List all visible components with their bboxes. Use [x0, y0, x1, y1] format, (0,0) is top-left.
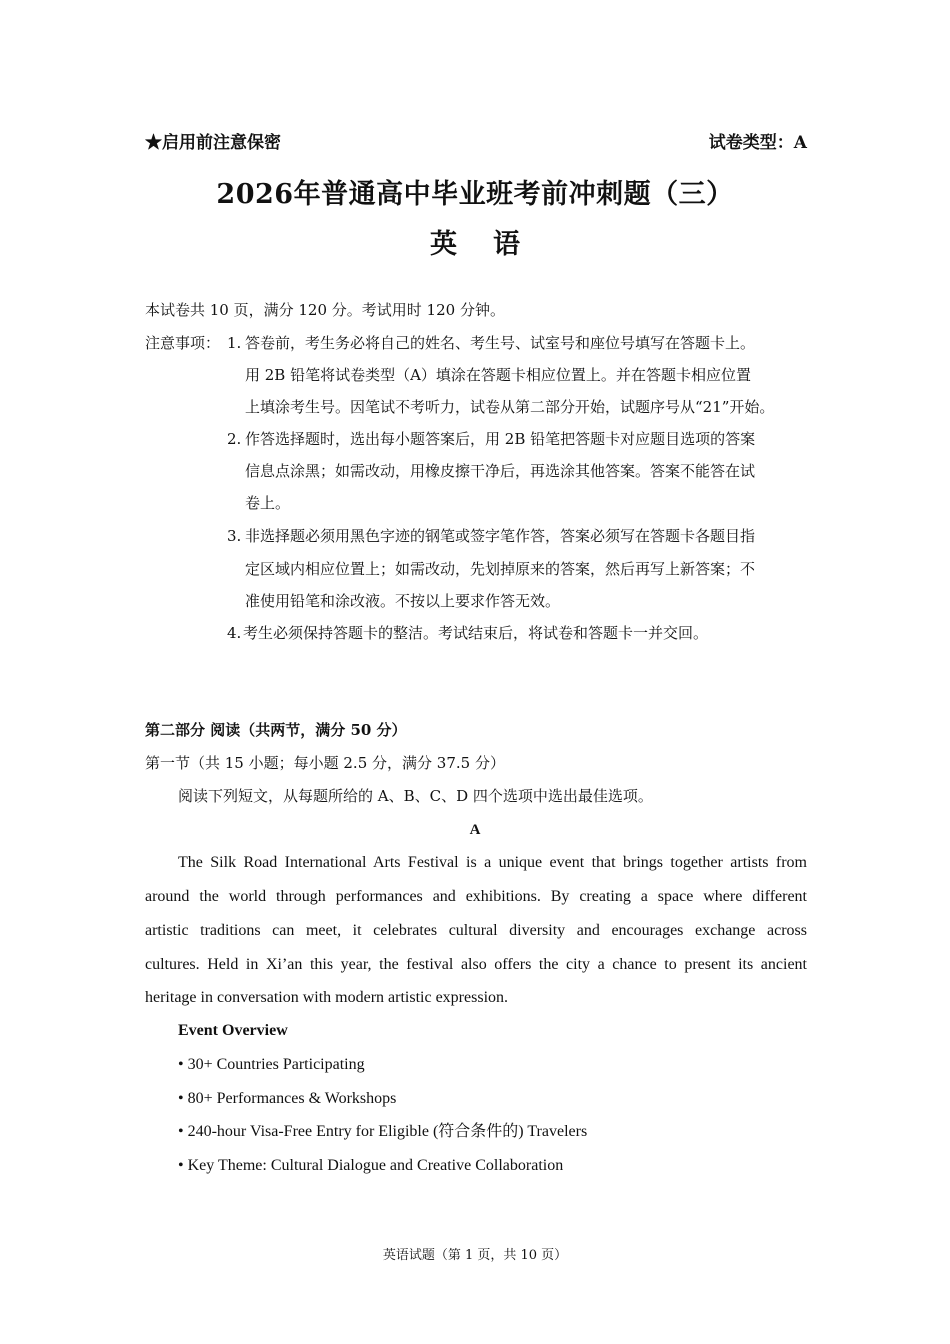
- passage-line-3: artistic traditions can meet, it celebrates cultural diversity and encourages exchange across: [145, 922, 807, 939]
- reading-instruction: 阅读下列短文，从每题所给的 A、B、C、D 四个选项中选出最佳选项。: [178, 787, 653, 805]
- note-4-number: 4.: [227, 624, 242, 642]
- paper-type-label: 试卷类型：A: [708, 133, 807, 153]
- page-footer: 英语试题（第 1 页，共 10 页）: [382, 1248, 568, 1263]
- note-1-number: 1.: [227, 334, 242, 352]
- note-2-number: 2.: [227, 430, 242, 448]
- overview-item: • Key Theme: Cultural Dialogue and Creative Collaboration: [178, 1157, 564, 1174]
- passage-line-5: heritage in conversation with modern artistic expression.: [145, 989, 509, 1006]
- passage-line-2: around the world through performances and exhibitions. By creating a space where different: [145, 888, 807, 905]
- note-3-number: 3.: [227, 527, 242, 545]
- header-row: [145, 128, 807, 154]
- exam-title: 2026年普通高中毕业班考前冲刺题（三）: [216, 179, 734, 210]
- confidential-label: ★启用前注意保密: [145, 133, 281, 153]
- event-overview-heading: Event Overview: [178, 1022, 288, 1039]
- note-3-line-2: 定区域内相应位置上；如需改动，先划掉原来的答案，然后再写上新答案；不: [245, 560, 756, 578]
- overview-item: • 30+ Countries Participating: [178, 1056, 365, 1073]
- intro-text: 本试卷共 10 页，满分 120 分。考试用时 120 分钟。: [145, 301, 505, 319]
- notes-label: 注意事项：: [145, 334, 221, 352]
- note-1-line-3: 上填涂考生号。因笔试不考听力，试卷从第二部分开始，试题序号从“21”开始。: [245, 398, 775, 416]
- note-2-line-1: 作答选择题时，选出每小题答案后，用 2B 铅笔把答题卡对应题目选项的答案: [245, 430, 756, 448]
- section1-heading: 第一节（共 15 小题；每小题 2.5 分，满分 37.5 分）: [145, 754, 505, 772]
- overview-item: • 80+ Performances & Workshops: [178, 1090, 397, 1107]
- part2-heading: 第二部分 阅读（共两节，满分 50 分）: [145, 721, 407, 739]
- note-1-line-2: 用 2B 铅笔将试卷类型（A）填涂在答题卡相应位置上。并在答题卡相应位置: [245, 366, 751, 384]
- passage-letter: A: [469, 822, 481, 838]
- passage-line-4: cultures. Held in Xi’an this year, the festival also offers the city a chance to present its ancient: [145, 956, 807, 973]
- note-4-line-1: 考生必须保持答题卡的整洁。考试结束后，将试卷和答题卡一并交回。: [243, 624, 709, 642]
- passage-line-1: The Silk Road International Arts Festival is a unique event that brings together artists from: [178, 854, 807, 871]
- note-2-line-2: 信息点涂黑；如需改动，用橡皮擦干净后，再选涂其他答案。答案不能答在试: [245, 462, 756, 480]
- note-1-line-1: 答卷前，考生务必将自己的姓名、考生号、试室号和座位号填写在答题卡上。: [245, 334, 756, 352]
- note-3-line-1: 非选择题必须用黑色字迹的钢笔或签字笔作答，答案必须写在答题卡各题目指: [245, 527, 756, 545]
- subject-title: 英语: [430, 229, 556, 260]
- note-3-line-3: 准使用铅笔和涂改液。不按以上要求作答无效。: [245, 592, 561, 610]
- overview-item: • 240-hour Visa-Free Entry for Eligible (符合条件的) Travelers: [178, 1123, 588, 1140]
- note-2-line-3: 卷上。: [245, 494, 291, 512]
